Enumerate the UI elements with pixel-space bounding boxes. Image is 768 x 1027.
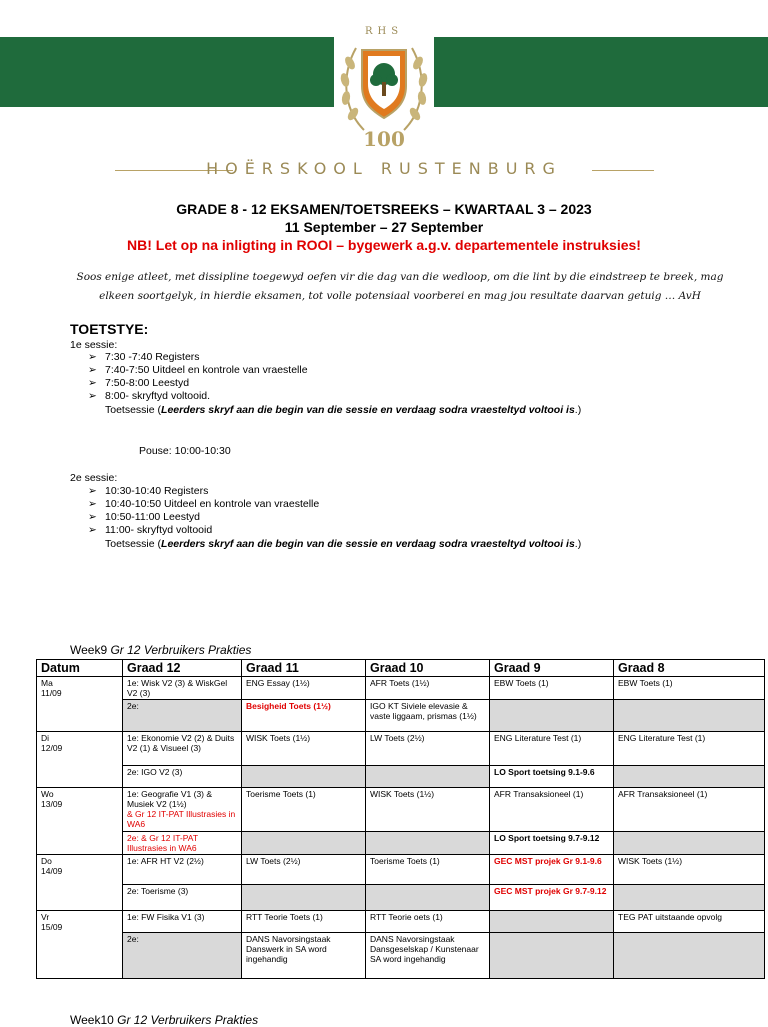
table-cell: TEG PAT uitstaande opvolg [614,911,765,933]
table-cell [242,766,366,788]
table-cell: 2e: [123,933,242,979]
table-cell: 1e: Ekonomie V2 (2) & Duits V2 (1) & Visueel (3) [123,732,242,766]
table-row [37,732,765,766]
arrow-bullet-icon: ➢ [88,511,97,523]
table-cell [366,832,490,855]
table-cell [490,700,614,732]
table-cell [614,766,765,788]
arrow-bullet-icon: ➢ [88,485,97,497]
session1-item: ➢ 7:30 -7:40 Registers [88,351,200,363]
day-cell: Do 14/09 [37,855,123,911]
table-row [37,855,765,885]
week10-label: Week10 Gr 12 Verbruikers Prakties [70,1013,259,1027]
column-header: Graad 10 [366,660,490,677]
table-cell: IGO KT Siviele elevasie & vaste liggaam, prismas (1½) [366,700,490,732]
table-cell: 1e: AFR HT V2 (2½) [123,855,242,885]
table-row [37,766,765,788]
table-header-row [37,660,765,677]
table-cell [614,832,765,855]
table-row [37,933,765,979]
table-row [37,677,765,700]
table-cell: AFR Transaksioneel (1) [614,788,765,832]
session1-item: ➢ 7:50-8:00 Leestyd [88,377,190,389]
table-cell [490,911,614,933]
column-header: Graad 11 [242,660,366,677]
table-cell [242,885,366,911]
day-cell: Ma 11/09 [37,677,123,732]
school-crest [334,18,434,168]
arrow-bullet-icon: ➢ [88,524,97,536]
table-cell: DANS Navorsingstaak Danswerk in SA word ingehandig [242,933,366,979]
day-cell: Vr 15/09 [37,911,123,979]
table-cell: WISK Toets (1½) [242,732,366,766]
table-cell: WISK Toets (1½) [366,788,490,832]
table-cell [242,832,366,855]
table-cell: 2e: [123,700,242,732]
table-cell: GEC MST projek Gr 9.7-9.12 [490,885,614,911]
quote-line-2: elkeen soortgelyk, in hierdie eksamen, tot volle potensiaal voorberei en mag jou resultate daarvan getuig … AvH [99,290,701,302]
table-cell: AFR Toets (1½) [366,677,490,700]
table-cell: 2e: IGO V2 (3) [123,766,242,788]
table-cell: ENG Literature Test (1) [614,732,765,766]
table-cell: Toerisme Toets (1) [242,788,366,832]
week9-label: Week9 Gr 12 Verbruikers Prakties [70,643,252,657]
table-cell [614,700,765,732]
column-header: Graad 8 [614,660,765,677]
table-cell: LO Sport toetsing 9.7-9.12 [490,832,614,855]
table-cell [366,885,490,911]
table-cell: GEC MST projek Gr 9.1-9.6 [490,855,614,885]
table-cell: 1e: FW Fisika V1 (3) [123,911,242,933]
table-row [37,700,765,732]
session2-item: ➢ 11:00- skryftyd voltooid [88,524,213,536]
table-row [37,911,765,933]
table-cell: 2e: Toerisme (3) [123,885,242,911]
crest-letters: RHS [364,26,404,37]
arrow-bullet-icon: ➢ [88,351,97,363]
session1-item: ➢ 7:40-7:50 Uitdeel en kontrole van vraestelle [88,364,308,376]
table-cell: ENG Literature Test (1) [490,732,614,766]
table-cell: EBW Toets (1) [490,677,614,700]
table-cell: Toerisme Toets (1) [366,855,490,885]
table-cell [614,933,765,979]
table-cell: AFR Transaksioneel (1) [490,788,614,832]
table-row [37,788,765,832]
svg-text:100: 100 [363,127,405,151]
week9-schedule-table [36,659,765,979]
arrow-bullet-icon: ➢ [88,377,97,389]
table-cell: ENG Essay (1½) [242,677,366,700]
column-header: Graad 12 [123,660,242,677]
session1-note: Toetsessie (Leerders skryf aan die begin van die sessie en verdaag sodra vraesteltyd voltooi is.) [105,404,582,416]
arrow-bullet-icon: ➢ [88,498,97,510]
table-cell: LW Toets (2½) [242,855,366,885]
session2-item: ➢ 10:30-10:40 Registers [88,485,209,497]
table-row [37,885,765,911]
day-cell: Di 12/09 [37,732,123,788]
session2-label: 2e sessie: [70,472,118,484]
document-title: GRADE 8 - 12 EKSAMEN/TOETSREEKS – KWARTAAL 3 – 2023 [176,201,592,217]
day-cell: Wo 13/09 [37,788,123,855]
table-row [37,832,765,855]
school-name: HOËRSKOOL RUSTENBURG [206,159,562,178]
arrow-bullet-icon: ➢ [88,390,97,402]
table-cell: RTT Teorie oets (1) [366,911,490,933]
session2-item: ➢ 10:50-11:00 Leestyd [88,511,200,523]
table-cell: LW Toets (2½) [366,732,490,766]
table-cell: 2e: & Gr 12 IT-PAT Illustrasies in WA6 [123,832,242,855]
date-range: 11 September – 27 September [284,219,484,235]
table-cell: LO Sport toetsing 9.1-9.6 [490,766,614,788]
table-cell: 1e: Geografie V1 (3) & Musiek V2 (1½) & Gr 12 IT-PAT Illustrasies in WA6 [123,788,242,832]
table-cell: EBW Toets (1) [614,677,765,700]
pause-time: Pouse: 10:00-10:30 [139,445,231,457]
table-cell: DANS Navorsingstaak Dansgeselskap / Kunstenaar SA word ingehandig [366,933,490,979]
arrow-bullet-icon: ➢ [88,364,97,376]
table-cell: Besigheid Toets (1½) [242,700,366,732]
toetstye-heading: TOETSTYE: [70,321,149,337]
quote-line-1: Soos enige atleet, met dissipline toegewyd oefen vir die dag van die wedloop, om die lint by die eindstreep te breek, mag [76,271,724,283]
session2-item: ➢ 10:40-10:50 Uitdeel en kontrole van vraestelle [88,498,320,510]
column-header: Graad 9 [490,660,614,677]
table-cell: RTT Teorie Toets (1) [242,911,366,933]
session1-item: ➢ 8:00- skryftyd voltooid. [88,390,211,402]
table-cell: 1e: Wisk V2 (3) & WiskGel V2 (3) [123,677,242,700]
table-cell [490,933,614,979]
column-header: Datum [37,660,123,677]
table-cell [366,766,490,788]
session2-note: Toetsessie (Leerders skryf aan die begin van die sessie en verdaag sodra vraesteltyd voltooi is.) [105,538,582,550]
table-cell [614,885,765,911]
table-cell: WISK Toets (1½) [614,855,765,885]
red-notice: NB! Let op na inligting in ROOI – bygewerk a.g.v. departementele instruksies! [127,237,641,253]
session1-label: 1e sessie: [70,339,118,351]
